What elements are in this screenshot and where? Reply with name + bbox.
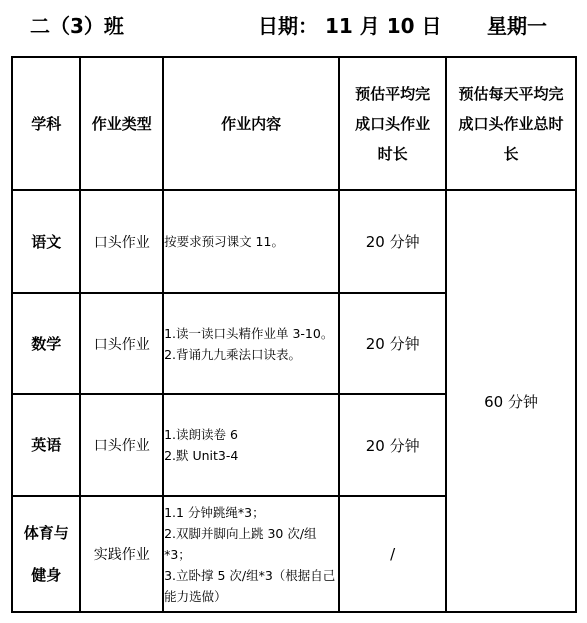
content-line: 1.1 分钟跳绳*3； (164, 504, 265, 520)
row-content (163, 293, 339, 394)
row-content (163, 394, 339, 496)
row-time: / (339, 496, 446, 612)
row-time: 20 分钟 (339, 394, 446, 496)
row-subject: 语文 (12, 190, 80, 293)
date-label: 日期： 11 月 10 日 (258, 14, 442, 38)
table-row (12, 190, 576, 293)
row-type: 实践作业 (80, 496, 163, 612)
content-line: 1.读朗读卷 6 (164, 427, 238, 442)
weekday-label: 星期一 (487, 14, 547, 38)
content-line: 2.默 Unit3-4 (164, 448, 239, 463)
content-line: 2.背诵九九乘法口诀表。 (164, 346, 301, 362)
content-line: 2.双脚并脚向上跳 30 次/组*3； (164, 525, 317, 562)
header-content: 作业内容 (163, 57, 339, 190)
content-line: 1.读一读口头精作业单 3-10。 (164, 325, 334, 341)
daily-total-value: 60 分钟 (446, 190, 576, 612)
header-estimated-time: 预估平均完成口头作业时长 (339, 57, 446, 190)
content-line: 按要求预习课文 11。 (164, 234, 284, 249)
row-type: 口头作业 (80, 293, 163, 394)
content-line: 3.立卧撑 5 次/组*3（根据自己能力选做） (164, 567, 336, 604)
row-subject: 英语 (12, 394, 80, 496)
row-content (163, 496, 339, 612)
row-time: 20 分钟 (339, 293, 446, 394)
row-type: 口头作业 (80, 394, 163, 496)
table-header-row (12, 57, 576, 190)
header-subject: 学科 (12, 57, 80, 190)
header-type: 作业类型 (80, 57, 163, 190)
row-subject: 数学 (12, 293, 80, 394)
row-subject: 体育与健身 (12, 496, 80, 612)
row-content (163, 190, 339, 293)
row-type: 口头作业 (80, 190, 163, 293)
page-header (0, 8, 587, 42)
row-time: 20 分钟 (339, 190, 446, 293)
class-label: 二（3）班 (30, 14, 124, 38)
header-daily-total: 预估每天平均完成口头作业总时长 (446, 57, 576, 190)
homework-table (11, 56, 577, 613)
